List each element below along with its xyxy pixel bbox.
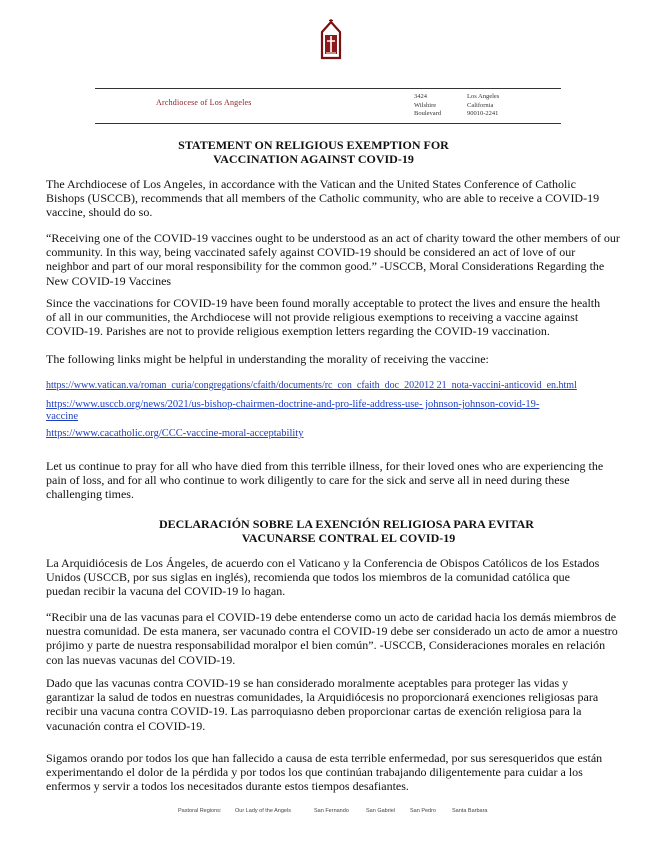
address-street	[414, 93, 441, 119]
title-line: DECLARACIÓN SOBRE LA EXENCIÓN RELIGIOSA PARA EVITAR	[159, 517, 534, 531]
english-links-intro: The following links might be helpful in understanding the morality of receiving the vaccine:	[46, 352, 489, 366]
spanish-paragraph-1: La Arquidiócesis de Los Ángeles, de acuerdo con el Vaticano y la Conferencia de Obispos Católicos de los Estados Unidos (USCCB, por sus siglas en inglés), recomienda que todos los miembros de la comunidad católica que puedan recibir la vacuna del COVID-19 lo hagan.	[46, 556, 600, 599]
address-line: Boulevard	[414, 110, 442, 117]
address-line: 3424	[414, 93, 427, 100]
title-line: VACCINATION AGAINST COVID-19	[213, 152, 414, 166]
english-quote-paragraph: “Receiving one of the COVID-19 vaccines ought to be understood as an act of charity toward the other members of our community. In this way, being vaccinated safely against COVID-19 should be considered an act of love of our neighbor and part of our moral responsibility for the common good.” -USCCB, Moral Considerations Regarding the New COVID-19 Vaccines	[46, 231, 620, 288]
english-paragraph-3: Since the vaccinations for COVID-19 have been found morally acceptable to protect the lives and ensure the health of all in our communities, the Archdiocese will not provide religious exemptions to receiving a vaccine against COVID-19. Parishes are not to provide religious exemption letters regarding the COVID-19 vaccination.	[46, 296, 601, 339]
title-line: VACUNARSE CONTRAL EL COVID-19	[241, 531, 456, 545]
region-name: Santa Barbara	[452, 808, 488, 814]
region-name: San Gabriel	[366, 808, 396, 814]
spanish-quote-paragraph: “Recibir una de las vacunas para el COVID-19 debe entenderse como un acto de caridad hacia los demás miembros de nuestra comunidad. De esta manera, ser vacunado contra el COVID-19 debe ser considerado un acto de amor a nuestro prójimo y parte de nuestra responsabilidad moralpor el bien común”. -USCCB, Consideraciones morales en relación con las nuevas vacunas del COVID-19.	[46, 610, 618, 667]
vatican-link[interactable]: https://www.vatican.va/roman_curia/congregations/cfaith/documents/rc_con_cfaith_doc_202012 21_nota-vaccini-anticovid_en.html	[46, 380, 577, 391]
letterhead-top-rule	[95, 88, 561, 89]
address-line: California	[467, 101, 494, 109]
spanish-title	[0, 517, 657, 545]
region-name: San Fernando	[314, 808, 349, 814]
usccb-link-continued[interactable]: vaccine	[46, 411, 79, 422]
region-name: Our Lady of the Angels	[235, 808, 291, 814]
english-paragraph-1: The Archdiocese of Los Angeles, in accordance with the Vatican and the United States Conference of Catholic Bishops (USCCB), recommends that all members of the Catholic community, who are able to receive a COVID-19 vaccine, should do so.	[46, 177, 600, 220]
address-line: Los Angeles	[467, 93, 500, 100]
address-line: Wilshire	[414, 101, 437, 109]
usccb-link[interactable]: https://www.usccb.org/news/2021/us-bishop-chairmen-doctrine-and-pro-life-address-use- johnson-johnson-covid-19-	[46, 399, 540, 410]
archdiocese-seal-logo	[314, 18, 348, 60]
english-closing-paragraph: Let us continue to pray for all who have died from this terrible illness, for their loved ones who are experiencing the pain of loss, and for all who continue to work diligently to care for the sick and serve all in need during these challenging times.	[46, 459, 604, 502]
cacatholic-link[interactable]: https://www.cacatholic.org/CCC-vaccine-moral-acceptability	[46, 428, 304, 439]
title-line: STATEMENT ON RELIGIOUS EXEMPTION FOR	[178, 138, 449, 152]
address-city	[467, 93, 499, 119]
footer-label: Pastoral Regions:	[178, 808, 222, 814]
letterhead-name: Archdiocese of Los Angeles	[156, 98, 252, 107]
spanish-paragraph-3: Dado que las vacunas contra COVID-19 se han considerado moralmente aceptables para proteger las vidas y garantizar la salud de todos en nuestras comunidades, la Arquidiócesis no proporcionará exenciones religiosas para recibir una vacuna contra COVID-19. Las parroquiasno deben proporcionar cartas de exención religiosa para la vacunación contra el COVID-19.	[46, 676, 599, 733]
region-name: San Pedro	[410, 808, 436, 814]
address-line: 90010-2241	[467, 110, 499, 117]
spanish-closing-paragraph: Sigamos orando por todos los que han fallecido a causa de esta terrible enfermedad, por sus seresqueridos que están experimentando el dolor de la pérdida y por todos los que continúan trabajando diligentemente para cuidar a los enfermos y servir a todos los necesitados durante estos tiempos desafiantes.	[46, 751, 603, 794]
english-title	[0, 138, 657, 166]
letterhead-bottom-rule	[95, 123, 561, 124]
